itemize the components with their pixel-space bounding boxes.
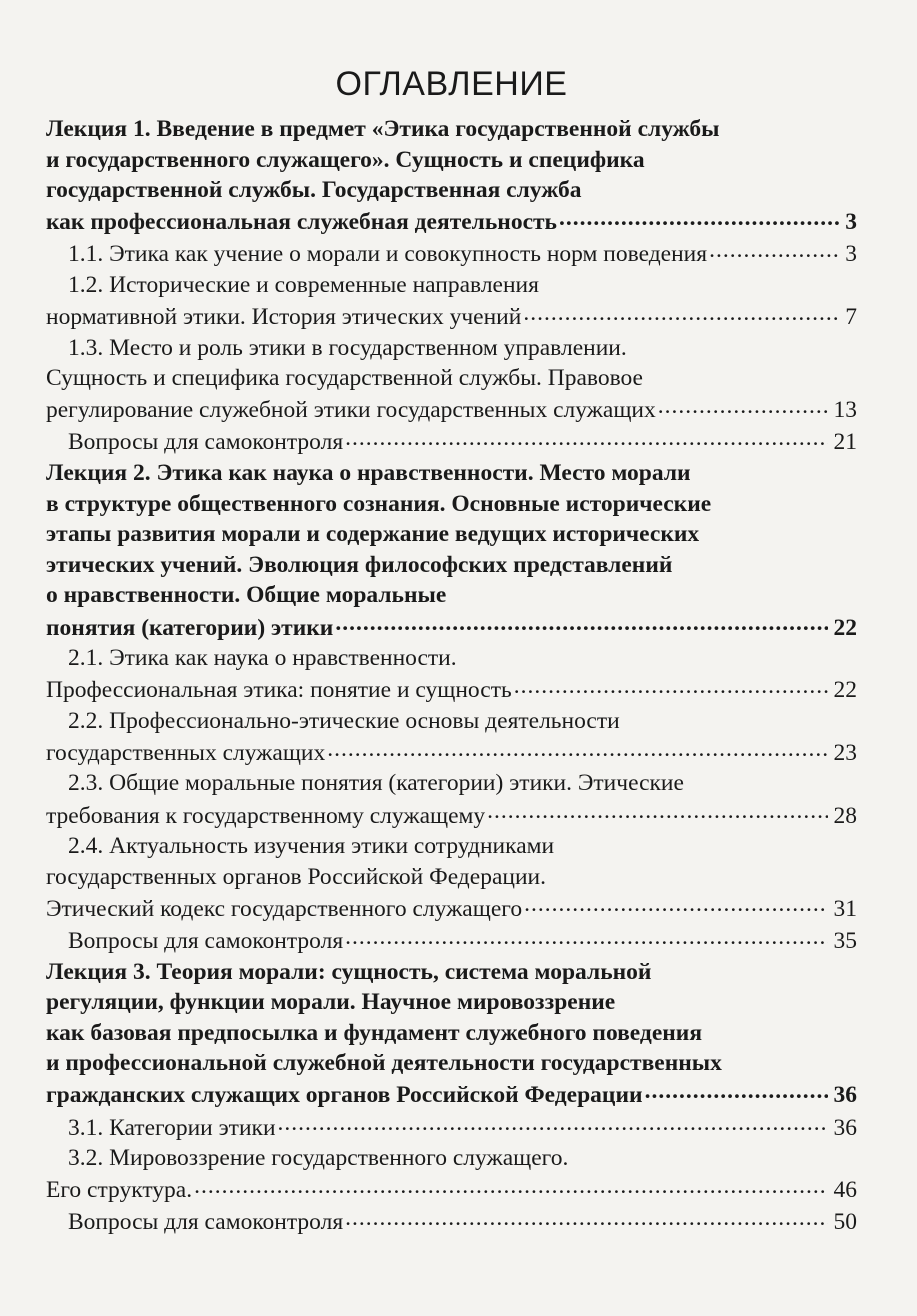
toc-section-entry xyxy=(46,238,857,270)
toc-entry-line: 2.1. Этика как наука о нравственности. xyxy=(68,645,457,672)
toc-entry-leader-line xyxy=(68,1206,857,1238)
toc-entry-line: в структуре общественного сознания. Основные исторические xyxy=(46,490,712,517)
dot-leader xyxy=(523,301,839,325)
toc-entry-text: Вопросы для самоконтроля xyxy=(68,429,344,456)
toc-lecture-entry xyxy=(46,458,857,643)
toc-entry-text: как профессиональная служебная деятельность xyxy=(46,209,557,236)
toc-section-entry xyxy=(46,1206,857,1238)
dot-leader xyxy=(345,1206,827,1230)
toc-entry-line: Лекция 1. Введение в предмет «Этика государственной службы xyxy=(46,116,720,142)
dot-leader xyxy=(524,892,827,916)
toc-entry-leader-line xyxy=(46,799,857,831)
toc-entry-line: Лекция 3. Теория морали: сущность, система моральной xyxy=(46,958,652,985)
dot-leader xyxy=(194,1174,827,1198)
page-number: 22 xyxy=(833,677,857,704)
page-number: 7 xyxy=(845,304,857,331)
page-number: 31 xyxy=(833,895,857,922)
toc-entry-text: нормативной этики. История этических учений xyxy=(46,304,522,331)
toc-entry-line: государственных органов Российской Федерации. xyxy=(46,863,546,890)
toc-entry-line: 2.2. Профессионально-этические основы деятельности xyxy=(68,707,620,734)
toc-entry-leader-line xyxy=(68,426,857,458)
toc-entry-leader-line xyxy=(46,1079,857,1111)
page-title: ОГЛАВЛЕНИЕ xyxy=(335,65,568,103)
toc-lecture-entry xyxy=(46,957,857,1111)
dot-leader xyxy=(345,924,827,948)
toc-entry-line: 2.3. Общие моральные понятия (категории) этики. Этические xyxy=(68,770,684,797)
page-number: 36 xyxy=(833,1082,857,1109)
toc-entry-leader-line xyxy=(46,674,857,706)
toc-entry-text: 1.1. Этика как учение о морали и совокупность норм поведения xyxy=(68,241,708,268)
toc-section-entry xyxy=(46,270,857,333)
dot-leader xyxy=(335,611,827,635)
toc-entry-line: регуляции, функции морали. Научное мировоззрение xyxy=(46,989,616,1016)
page-number: 23 xyxy=(833,739,857,766)
toc-entry-text: Вопросы для самоконтроля xyxy=(68,1209,344,1236)
toc-entry-text: понятия (категории) этики xyxy=(46,614,334,641)
toc-section-entry xyxy=(46,1111,857,1143)
toc-entry-line: 1.2. Исторические и современные направления xyxy=(68,271,539,298)
toc-section-entry xyxy=(46,924,857,956)
toc-entry-text: Профессиональная этика: понятие и сущность xyxy=(46,677,512,704)
dot-leader xyxy=(658,394,828,418)
page-number: 36 xyxy=(833,1114,857,1141)
toc-section-entry xyxy=(46,426,857,458)
page-number: 21 xyxy=(833,429,857,456)
toc-entry-text: государственных служащих xyxy=(46,739,326,766)
toc-entry-line: и профессиональной служебной деятельности государственных xyxy=(46,1050,722,1077)
toc-lecture-entry xyxy=(46,114,857,238)
toc-entry-text: Вопросы для самоконтроля xyxy=(68,927,344,954)
toc-entry-leader-line xyxy=(68,924,857,956)
toc-entry-leader-line xyxy=(68,238,857,270)
toc-entry-leader-line xyxy=(46,301,857,333)
dot-leader xyxy=(345,426,827,450)
page-number: 3 xyxy=(845,209,857,236)
toc-entry-text: Его структура. xyxy=(46,1177,193,1204)
toc-entry-line: и государственного служащего». Сущность и специфика xyxy=(46,146,645,173)
page-number: 46 xyxy=(833,1177,857,1204)
toc-entry-line: этических учений. Эволюция философских представлений xyxy=(46,551,673,578)
page-number: 13 xyxy=(833,397,857,424)
page-number: 50 xyxy=(833,1209,857,1236)
toc-section-entry xyxy=(46,333,857,426)
toc-entry-leader-line xyxy=(46,206,857,238)
dot-leader xyxy=(559,206,839,230)
toc-entry-text: регулирование служебной этики государственных служащих xyxy=(46,397,656,424)
toc-section-entry xyxy=(46,768,857,831)
dot-leader xyxy=(327,736,827,760)
toc-entry-leader-line xyxy=(46,1174,857,1206)
toc-entry-line: 3.2. Мировоззрение государственного служащего. xyxy=(68,1145,569,1172)
toc-entry-text: Этический кодекс государственного служащего xyxy=(46,895,523,922)
toc-entry-leader-line xyxy=(46,736,857,768)
toc-entry-line: Сущность и специфика государственной службы. Правовое xyxy=(46,365,643,392)
page-number: 22 xyxy=(833,614,857,641)
page-number: 3 xyxy=(845,241,857,268)
toc-entry-line: государственной службы. Государственная служба xyxy=(46,177,582,204)
toc-section-entry xyxy=(46,831,857,924)
page-number: 28 xyxy=(833,802,857,829)
dot-leader xyxy=(645,1079,828,1103)
page-number: 35 xyxy=(833,927,857,954)
toc-entry-leader-line xyxy=(46,394,857,426)
toc-entry-text: гражданских служащих органов Российской Федерации xyxy=(46,1082,643,1109)
toc-entry-leader-line xyxy=(68,1111,857,1143)
toc-entry-text: требования к государственному служащему xyxy=(46,802,486,829)
dot-leader xyxy=(514,674,828,698)
toc-entry-line: как базовая предпосылка и фундамент служебного поведения xyxy=(46,1019,703,1046)
toc-entry-line: 2.4. Актуальность изучения этики сотрудниками xyxy=(68,833,555,860)
dot-leader xyxy=(278,1111,828,1135)
toc-entry-text: 3.1. Категории этики xyxy=(68,1114,276,1141)
toc-entry-line: Лекция 2. Этика как наука о нравственности. Место морали xyxy=(46,460,691,487)
toc-entry-line: о нравственности. Общие моральные xyxy=(46,582,447,609)
toc-entry-leader-line xyxy=(46,611,857,643)
toc-section-entry xyxy=(46,1143,857,1206)
dot-leader xyxy=(487,799,827,823)
table-of-contents xyxy=(46,114,857,1238)
toc-section-entry xyxy=(46,706,857,769)
toc-entry-line: 1.3. Место и роль этики в государственном управлении. xyxy=(68,334,627,361)
dot-leader xyxy=(709,238,839,262)
toc-entry-line: этапы развития морали и содержание ведущих исторических xyxy=(46,521,700,548)
toc-section-entry xyxy=(46,643,857,706)
toc-entry-leader-line xyxy=(46,892,857,924)
